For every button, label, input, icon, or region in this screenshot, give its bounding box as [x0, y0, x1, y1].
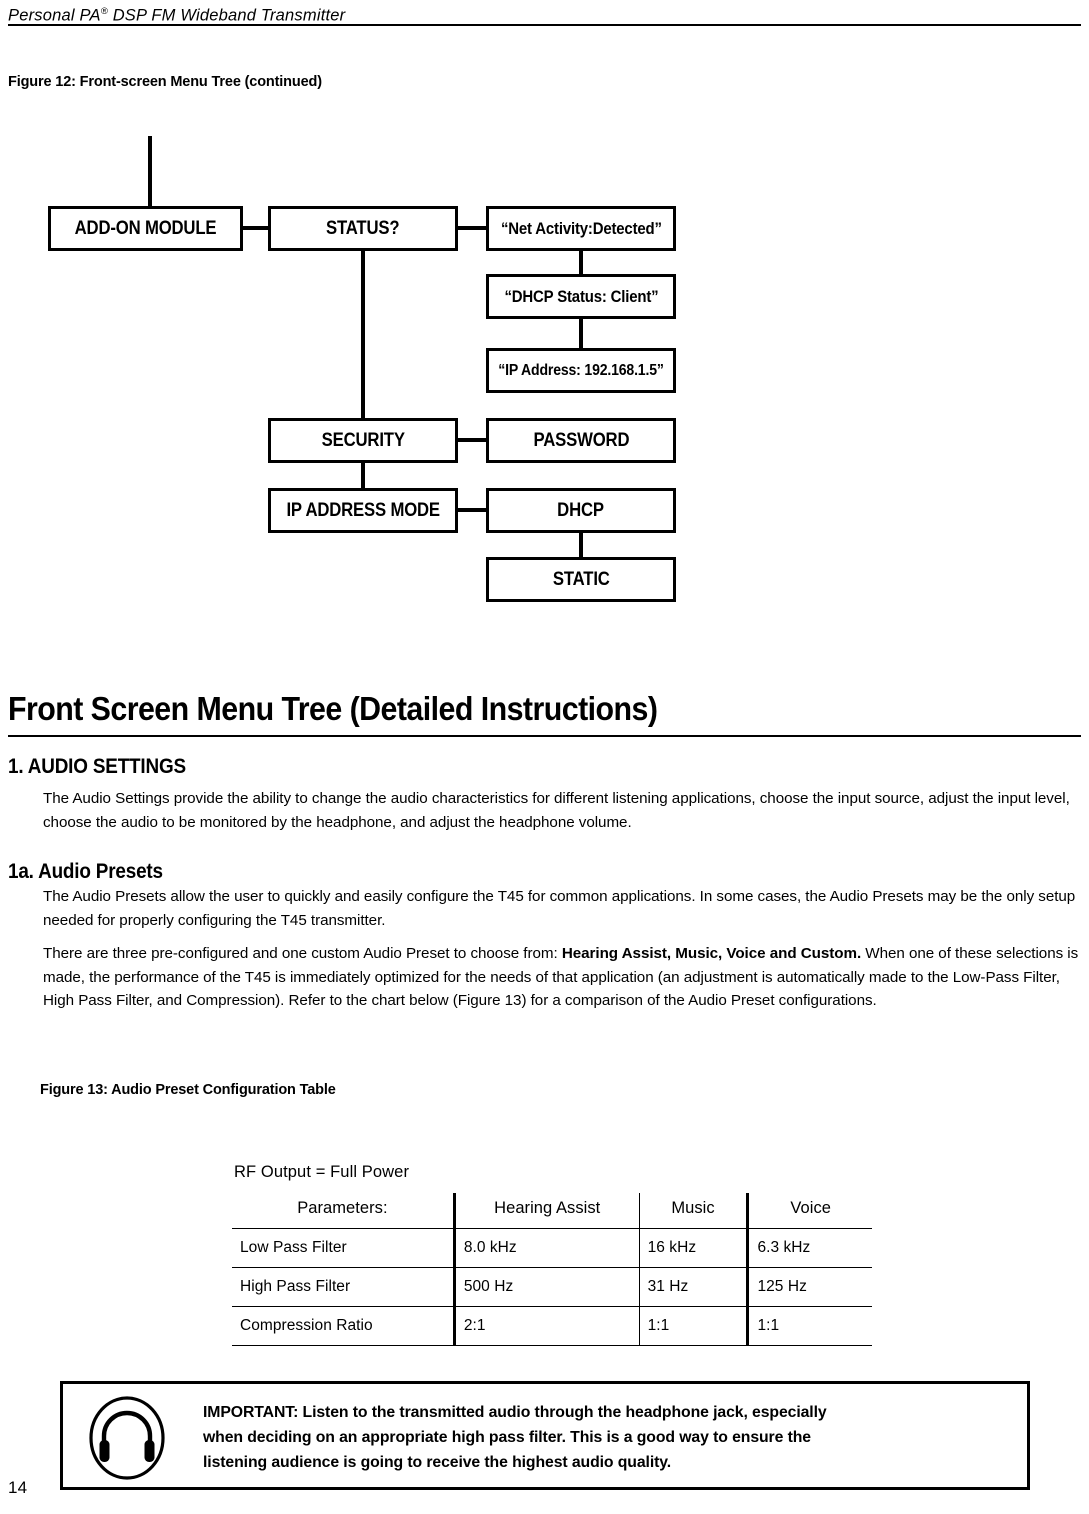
node-dhcp-status[interactable]	[486, 274, 676, 319]
cell-voice: 1:1	[748, 1307, 872, 1346]
important-note-text	[203, 1400, 1003, 1475]
cell-music: 1:1	[639, 1307, 748, 1346]
paragraph-audio-settings	[43, 787, 1081, 844]
paragraphs-audio-presets	[43, 885, 1081, 1023]
node-dhcp[interactable]	[486, 488, 676, 533]
connector-ipmode-to-dhcp	[458, 508, 486, 512]
cell-parameter-name: High Pass Filter	[232, 1268, 454, 1307]
page-section-title	[8, 690, 714, 728]
table-row	[232, 1229, 872, 1268]
header-title-prefix: Personal PA	[8, 6, 101, 25]
node-static[interactable]	[486, 557, 676, 602]
paragraph-audio-settings-text: The Audio Settings provide the ability to change the audio characteristics for different listening applications, choose the input source, adjust the input level, choose the audio to be monitored by the headphone, and adjust the headphone volume.	[43, 790, 1070, 831]
node-dhcp-status-label: “DHCP Status: Client”	[504, 287, 658, 306]
node-password[interactable]	[486, 418, 676, 463]
figure-12-caption: Figure 12: Front-screen Menu Tree (continued)	[8, 74, 322, 90]
node-ip-address-mode[interactable]	[268, 488, 458, 533]
table-header-hearing-assist: Hearing Assist	[454, 1193, 639, 1229]
cell-hearing-assist: 500 Hz	[454, 1268, 639, 1307]
preset-names-bold: Hearing Assist, Music, Voice and Custom.	[561, 945, 862, 962]
node-ip-address-label: “IP Address: 192.168.1.5”	[498, 361, 664, 379]
figure-13-caption: Figure 13: Audio Preset Configuration Table	[40, 1082, 336, 1098]
header-title-suffix: DSP FM Wideband Transmitter	[107, 6, 346, 25]
node-security[interactable]	[268, 418, 458, 463]
connector-addon-to-status	[243, 226, 268, 230]
node-dhcp-label: DHCP	[557, 500, 605, 521]
table-header-row	[232, 1193, 872, 1229]
preset-text-lead: There are three pre-configured and one custom Audio Preset to choose from:	[43, 945, 562, 962]
connector-dhcp-to-static	[579, 533, 583, 557]
front-screen-menu-tree-diagram	[0, 120, 740, 620]
heading-audio-presets	[8, 860, 180, 884]
important-note-line-1: IMPORTANT: Listen to the transmitted audio through the headphone jack, especially	[203, 1404, 827, 1421]
connector-netactivity-to-dhcpstatus	[579, 251, 583, 274]
node-ip-address[interactable]	[486, 348, 676, 393]
connector-security-to-ipmode	[361, 463, 365, 488]
cell-parameter-name: Low Pass Filter	[232, 1229, 454, 1268]
cell-voice: 6.3 kHz	[748, 1229, 872, 1268]
paragraph-audio-presets-1: The Audio Presets allow the user to quickly and easily configure the T45 for common applications. In some cases, the Audio Presets may be the only setup needed for properly configuring the T45 transmitter.	[43, 888, 1076, 929]
audio-preset-configuration-table	[232, 1193, 872, 1346]
cell-parameter-name: Compression Ratio	[232, 1307, 454, 1346]
table-row	[232, 1268, 872, 1307]
cell-hearing-assist: 8.0 kHz	[454, 1229, 639, 1268]
important-note-line-2: when deciding on an appropriate high pass filter. This is a good way to ensure the	[203, 1429, 811, 1446]
running-header	[8, 2, 1081, 26]
cell-voice: 125 Hz	[748, 1268, 872, 1307]
preset-text-tail: When one of these selections is made, the performance of the T45 is immediately optimized for the needs of that application (an adjustment is automatically made to the Low-Pass Filter, High Pass Filter, and Compression). Refer to the chart below (Figure 13) for a comparison of the Audio Preset configurations.	[43, 945, 1079, 1009]
node-status-label: STATUS?	[326, 218, 400, 239]
registered-mark: ®	[100, 6, 108, 17]
connector-status-down-trunk	[361, 251, 365, 418]
table-header-parameters: Parameters:	[232, 1193, 454, 1229]
header-divider	[8, 24, 1081, 26]
headphone-icon	[87, 1396, 167, 1480]
heading-audio-presets-text: 1a. Audio Presets	[8, 860, 163, 883]
page-section-title-text: Front Screen Menu Tree (Detailed Instructions)	[8, 690, 658, 727]
node-add-on-module-label: ADD-ON MODULE	[74, 218, 217, 239]
connector-dhcpstatus-to-ipaddress	[579, 319, 583, 348]
page-number: 14	[8, 1478, 28, 1497]
connector-top-stem	[148, 136, 152, 208]
heading-audio-settings	[8, 755, 206, 779]
connector-status-to-netactivity	[458, 226, 486, 230]
node-add-on-module[interactable]	[48, 206, 243, 251]
node-security-label: SECURITY	[321, 430, 405, 451]
table-header-voice: Voice	[748, 1193, 872, 1229]
cell-music: 16 kHz	[639, 1229, 748, 1268]
cell-hearing-assist: 2:1	[454, 1307, 639, 1346]
node-net-activity[interactable]	[486, 206, 676, 251]
connector-security-to-password	[458, 438, 486, 442]
important-note-box	[60, 1381, 1030, 1490]
rf-output-label: RF Output = Full Power	[234, 1163, 410, 1181]
cell-music: 31 Hz	[639, 1268, 748, 1307]
node-password-label: PASSWORD	[533, 430, 629, 451]
node-status[interactable]	[268, 206, 458, 251]
running-header-text	[8, 2, 1081, 26]
important-note-line-3: listening audience is going to receive the highest audio quality.	[203, 1454, 672, 1471]
paragraph-audio-presets-2	[43, 942, 1081, 1013]
table-row	[232, 1307, 872, 1346]
node-net-activity-label: “Net Activity:Detected”	[500, 219, 662, 238]
table-header-music: Music	[639, 1193, 748, 1229]
node-static-label: STATIC	[552, 569, 610, 590]
node-ip-address-mode-label: IP ADDRESS MODE	[286, 500, 440, 521]
heading-audio-settings-text: 1. AUDIO SETTINGS	[8, 755, 186, 778]
section-title-divider	[8, 735, 1081, 737]
